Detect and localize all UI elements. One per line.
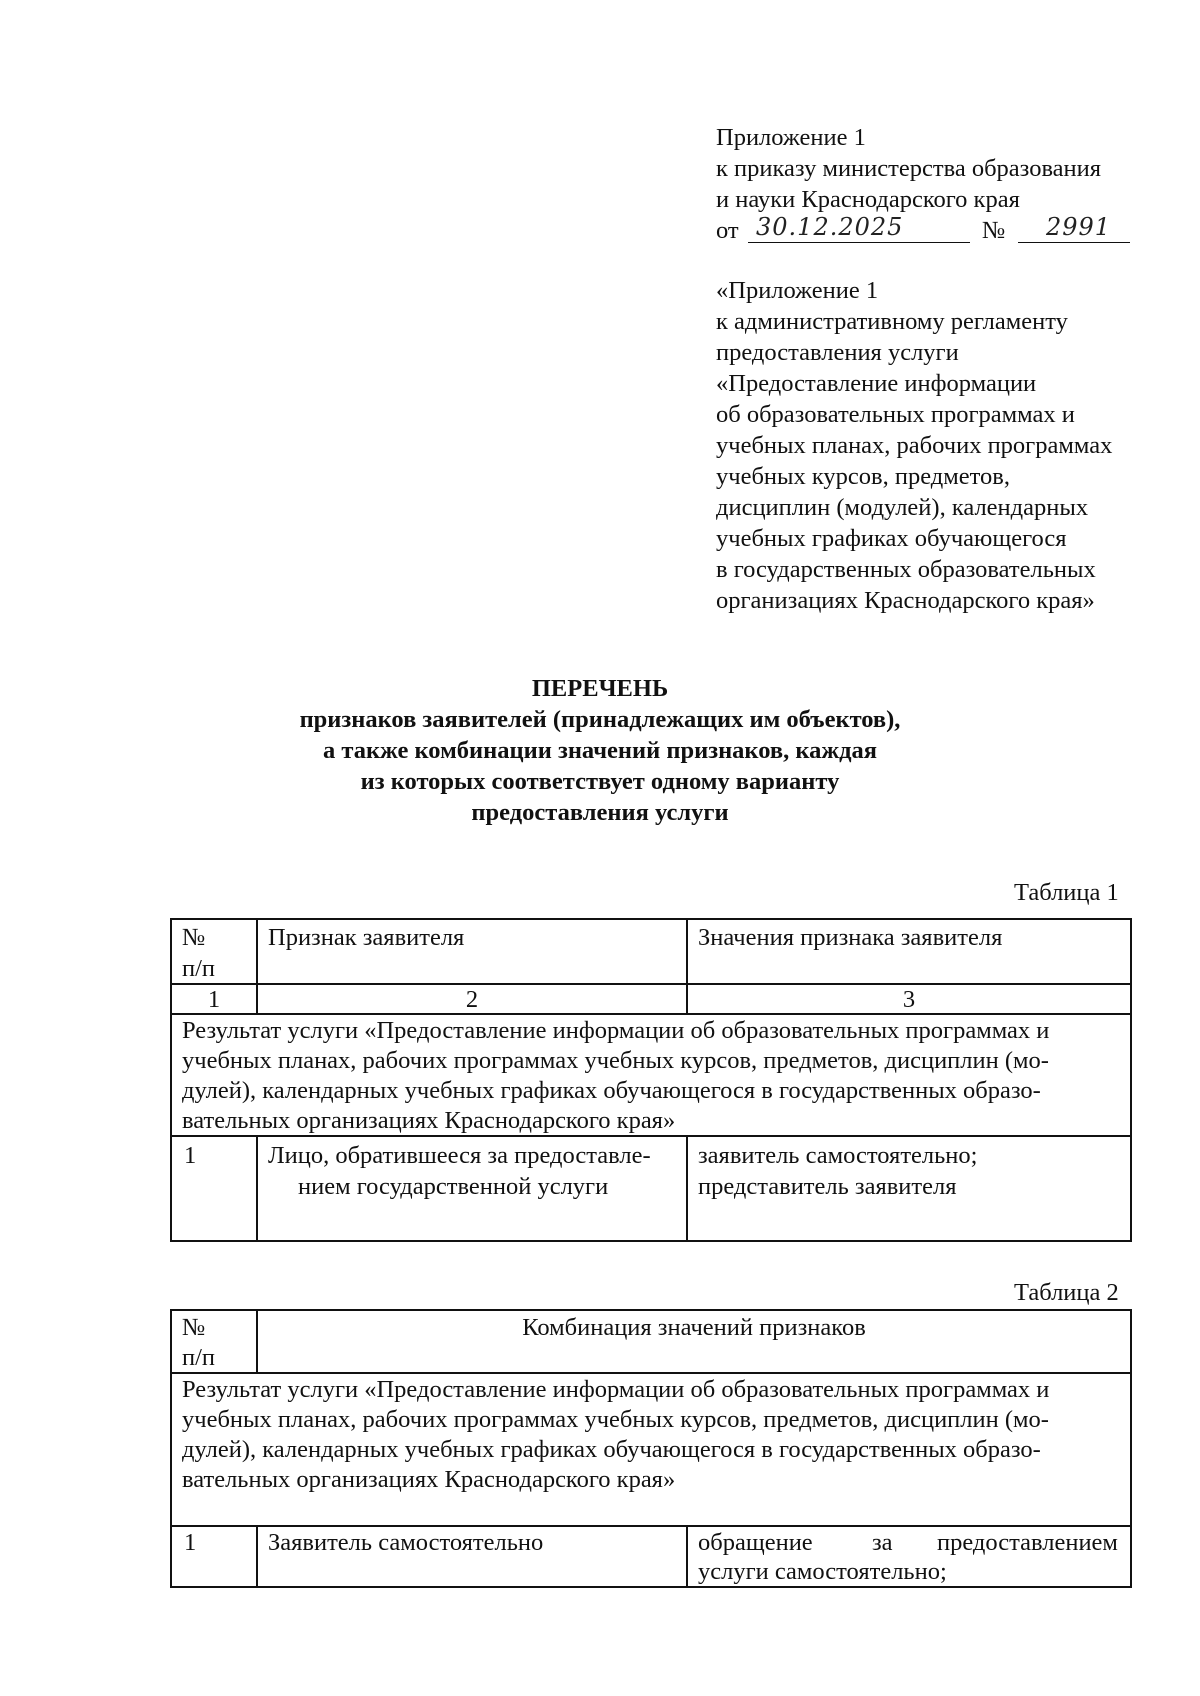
table2-caption: Таблица 2 (1014, 1279, 1119, 1306)
table2-rule-bottom (170, 1586, 1132, 1588)
header2-line-7: учебных курсов, предметов, (716, 463, 1010, 490)
header1-line-3: и науки Краснодарского края (716, 186, 1020, 213)
table2-head-number: № (182, 1314, 206, 1341)
table2-section-line-4: вательных организациях Краснодарского края» (182, 1466, 676, 1493)
header2-line-3: предоставления услуги (716, 339, 959, 366)
table2-rule-right (1130, 1309, 1132, 1588)
header2-line-6: учебных планах, рабочих программах (716, 432, 1113, 459)
header2-line-1: «Приложение 1 (716, 277, 879, 304)
header2-line-5: об образовательных программах и (716, 401, 1075, 428)
table1-head-values: Значения признака заявителя (698, 924, 1003, 951)
table1-section-line-4: вательных организациях Краснодарского края» (182, 1107, 676, 1134)
table1-row-attribute-line-1: Лицо, обратившееся за предоставле- (268, 1142, 651, 1169)
table1-rule-col1-bottom (256, 1135, 258, 1242)
table2-row-desc-word-1: обращение (698, 1529, 813, 1556)
title-line-2: а также комбинации значений признаков, каждая (322, 737, 878, 764)
table1-section-line-2: учебных планах, рабочих программах учебных курсов, предметов, дисциплин (мо- (182, 1047, 1049, 1074)
date-underline (748, 242, 970, 243)
header2-line-8: дисциплин (модулей), календарных (716, 494, 1089, 521)
header2-line-11: организациях Краснодарского края» (716, 587, 1095, 614)
table1-section-line-3: дулей), календарных учебных графиках обучающегося в государственных образо- (182, 1077, 1041, 1104)
table1-row-attribute-line-2: нием государственной услуги (298, 1173, 609, 1200)
table1-head-attribute: Признак заявителя (268, 924, 465, 951)
table2-row-number: 1 (184, 1529, 197, 1556)
table1-rule-top (170, 918, 1132, 920)
table2-head-pp: п/п (182, 1344, 216, 1371)
table2-section-line-3: дулей), календарных учебных графиках обучающегося в государственных образо- (182, 1436, 1041, 1463)
table1-row-value-line-2: представитель заявителя (698, 1173, 957, 1200)
table2-row-desc-word-3: предоставлением (937, 1529, 1118, 1556)
table2-head-combination: Комбинация значений признаков (522, 1314, 866, 1341)
title-line-3: из которых соответствует одному варианту (360, 768, 840, 795)
table1-rule-bottom (170, 1240, 1132, 1242)
handwritten-date: 30.12.2025 (756, 213, 904, 241)
handwritten-number: 2991 (1046, 213, 1112, 241)
table2-section-line-2: учебных планах, рабочих программах учебных курсов, предметов, дисциплин (мо- (182, 1406, 1049, 1433)
header2-line-2: к административному регламенту (716, 308, 1068, 335)
header1-line-2: к приказу министерства образования (716, 155, 1102, 182)
title-heading: ПЕРЕЧЕНЬ (531, 675, 669, 702)
date-prefix: от (716, 217, 739, 244)
table1-caption: Таблица 1 (1014, 879, 1119, 906)
header2-line-9: учебных графиках обучающегося (716, 525, 1067, 552)
table2-rule-col1-bottom (256, 1525, 258, 1588)
table2-rule-left (170, 1309, 172, 1588)
number-underline (1018, 242, 1130, 243)
table1-row-number: 1 (184, 1142, 197, 1169)
header2-line-10: в государственных образовательных (716, 556, 1096, 583)
title-line-4: предоставления услуги (471, 799, 729, 826)
table2-row-desc-line-2: услуги самостоятельно; (698, 1558, 947, 1585)
table2-section-line-1: Результат услуги «Предоставление информации об образовательных программах и (182, 1376, 1050, 1403)
table1-col-number-1: 1 (207, 986, 221, 1013)
header2-line-4: «Предоставление информации (716, 370, 1037, 397)
table1-section-line-1: Результат услуги «Предоставление информации об образовательных программах и (182, 1017, 1050, 1044)
table2-rule-top (170, 1309, 1132, 1311)
header1-line-1: Приложение 1 (716, 124, 866, 151)
number-prefix: № (982, 217, 1006, 244)
table1-col-number-2: 2 (465, 986, 479, 1013)
table2-row-combination: Заявитель самостоятельно (268, 1529, 544, 1556)
table1-col-number-3: 3 (902, 986, 916, 1013)
table1-rule-left (170, 918, 172, 1242)
table1-head-pp: п/п (182, 955, 216, 982)
table1-head-number: № (182, 924, 206, 951)
table2-rule-col2-bottom (686, 1525, 688, 1588)
table1-row-value-line-1: заявитель самостоятельно; (698, 1142, 978, 1169)
table2-row-desc-word-2: за (872, 1529, 893, 1556)
table1-rule-col2-bottom (686, 1135, 688, 1242)
table1-rule-right (1130, 918, 1132, 1242)
title-line-1: признаков заявителей (принадлежащих им объектов), (299, 706, 901, 733)
